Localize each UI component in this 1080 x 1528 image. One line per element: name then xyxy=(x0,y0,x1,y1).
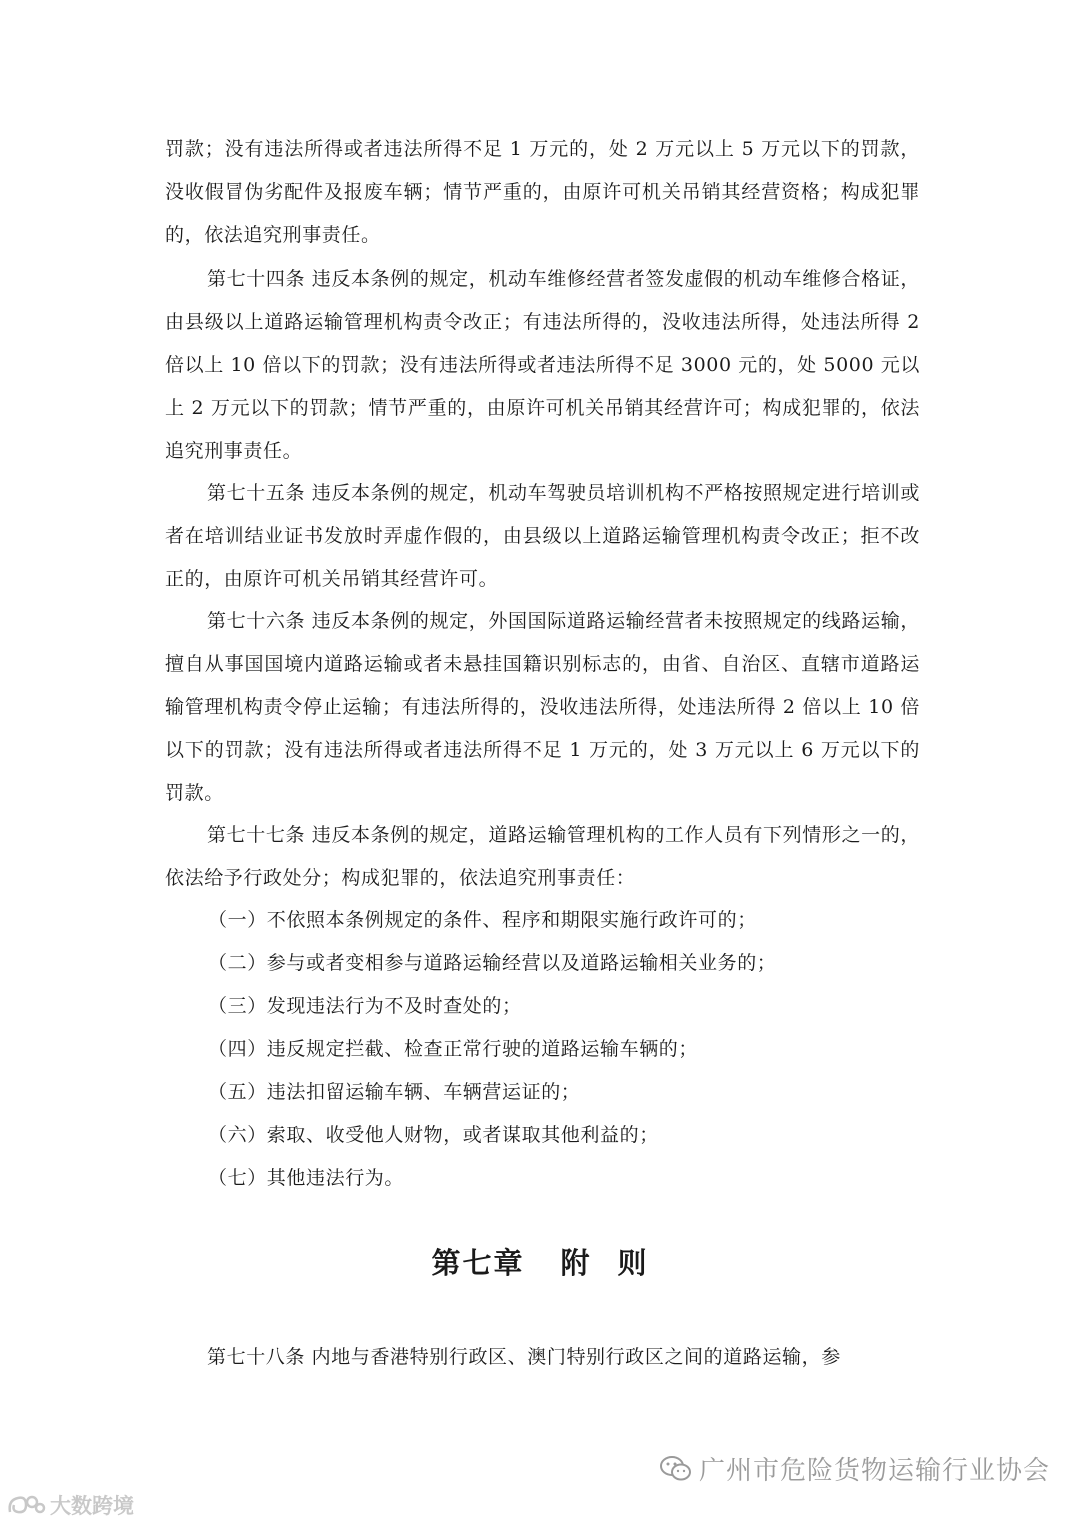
article-77: 第七十七条 违反本条例的规定，道路运输管理机构的工作人员有下列情形之一的，依法给予行政处分；构成犯罪的，依法追究刑事责任： xyxy=(165,824,920,889)
article-78: 第七十八条 内地与香港特别行政区、澳门特别行政区之间的道路运输，参 xyxy=(207,1346,841,1368)
list-item: （一）不依照本条例规定的条件、程序和期限实施行政许可的； xyxy=(208,909,757,931)
list-item: （七）其他违法行为。 xyxy=(208,1167,405,1189)
chapter-title-char: 附 xyxy=(560,1246,592,1280)
watermark-organization-name: 广州市危险货物运输行业协会 xyxy=(698,1456,1050,1486)
chapter-number: 第七章 xyxy=(431,1246,525,1280)
watermark-platform-name: 大数跨境 xyxy=(50,1494,134,1518)
list-item: （六）索取、收受他人财物，或者谋取其他利益的； xyxy=(208,1124,659,1146)
article-74: 第七十四条 违反本条例的规定，机动车维修经营者签发虚假的机动车维修合格证，由县级以上道路运输管理机构责令改正；有违法所得的，没收违法所得，处违法所得 2 倍以上 10 倍以下的罚款；没有违法所得或者违法所得不足 3000 元的，处 5000 元以上 2 万元以下的罚款；情节严重的，由原许可机关吊销其经营许可；构成犯罪的，依法追究刑事责任。 xyxy=(165,268,920,462)
list-item: （三）发现违法行为不及时查处的； xyxy=(208,995,522,1017)
wechat-watermark xyxy=(659,1450,1050,1487)
paragraph-continuation: 罚款；没有违法所得或者违法所得不足 1 万元的，处 2 万元以上 5 万元以下的罚款，没收假冒伪劣配件及报废车辆；情节严重的，由原许可机关吊销其经营资格；构成犯罪的，依法追究刑事责任。 xyxy=(165,138,920,246)
chapter-title-char: 则 xyxy=(617,1246,649,1280)
article-75: 第七十五条 违反本条例的规定，机动车驾驶员培训机构不严格按照规定进行培训或者在培训结业证书发放时弄虚作假的，由县级以上道路运输管理机构责令改正；拒不改正的，由原许可机关吊销其经营许可。 xyxy=(165,482,920,590)
chapter-heading xyxy=(0,1238,1080,1288)
list-item: （五）违法扣留运输车辆、车辆营运证的； xyxy=(208,1081,581,1103)
list-item: （四）违反规定拦截、检查正常行驶的道路运输车辆的； xyxy=(208,1038,699,1060)
wechat-icon xyxy=(659,1455,693,1483)
list-item: （二）参与或者变相参与道路运输经营以及道路运输相关业务的； xyxy=(208,952,777,974)
platform-watermark xyxy=(6,1490,134,1520)
dashujiajing-logo-icon xyxy=(6,1492,46,1518)
article-76: 第七十六条 违反本条例的规定，外国国际道路运输经营者未按照规定的线路运输，擅自从事国国境内道路运输或者未悬挂国籍识别标志的，由省、自治区、直辖市道路运输管理机构责令停止运输；有违法所得的，没收违法所得，处违法所得 2 倍以上 10 倍以下的罚款；没有违法所得或者违法所得不足 1 万元的，处 3 万元以上 6 万元以下的罚款。 xyxy=(165,610,920,804)
